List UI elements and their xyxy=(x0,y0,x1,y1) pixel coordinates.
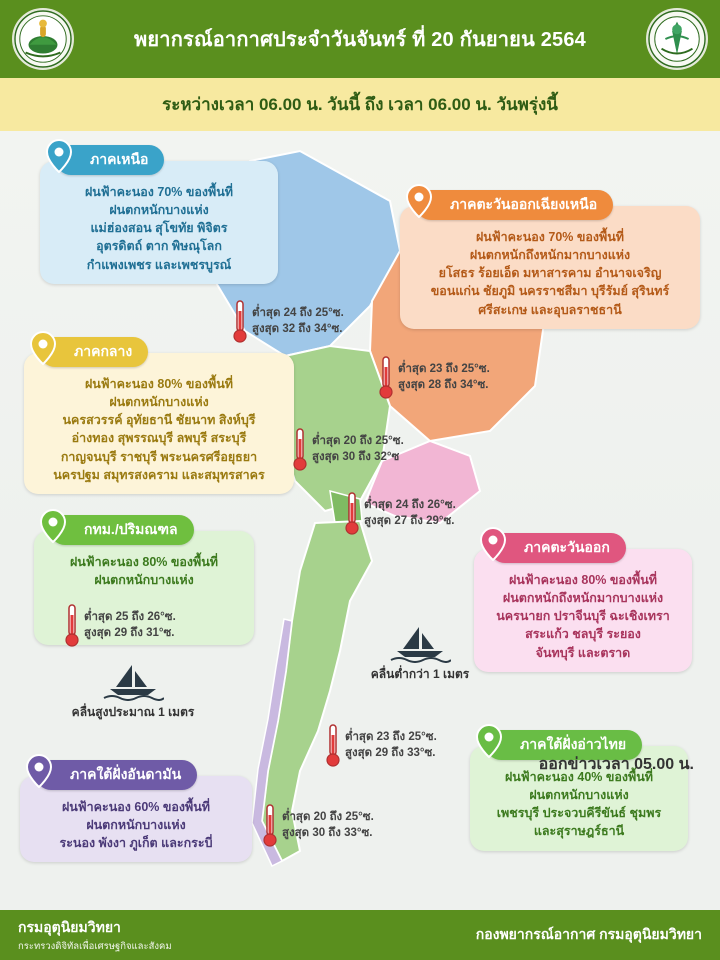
region-line: ฝนตกหนักบางแห่ง xyxy=(86,818,186,833)
region-line: ฝนฟ้าคะนอง 80% ของพื้นที่ xyxy=(69,555,219,569)
region-line: อุตรดิตถ์ ตาก พิษณุโลก xyxy=(96,239,222,254)
east-temperature xyxy=(344,491,456,537)
region-card-north[interactable] xyxy=(40,151,278,284)
region-line: จันทบุรี และตราด xyxy=(535,645,631,660)
temp-max: สูงสุด 29 ถึง 31°ซ. xyxy=(84,627,175,639)
temp-min: ต่ำสุด 24 ถึง 25°ซ. xyxy=(252,307,344,320)
region-line: ฝนฟ้าคะนอง 40% ของพื้นที่ xyxy=(504,770,654,784)
thermometer-icon xyxy=(325,723,341,769)
footer-department-name: กรมอุตุนิยมวิทยา xyxy=(18,918,121,935)
region-line: ฝนตกหนักถึงหนักมากบางแห่ง xyxy=(502,591,664,606)
temp-min: ต่ำสุด 20 ถึง 25°ซ. xyxy=(312,435,404,448)
region-chip-north xyxy=(56,145,164,175)
region-card-northeast[interactable] xyxy=(400,196,700,329)
region-line: นครนายก ปราจีนบุรี ฉะเชิงเทรา xyxy=(496,609,670,624)
region-body-northeast xyxy=(412,228,688,319)
page-title: พยากรณ์อากาศประจำวันจันทร์ ที่ 20 กันยายน 2564 xyxy=(133,29,587,51)
thermometer-icon xyxy=(292,427,308,473)
temp-max: สูงสุด 32 ถึง 34°ซ. xyxy=(252,323,343,335)
page-footer xyxy=(0,910,720,960)
region-card-east[interactable] xyxy=(474,539,692,672)
map-pin-icon xyxy=(406,184,432,218)
thermometer-icon xyxy=(344,491,360,537)
thai-royal-emblem-icon xyxy=(12,8,74,70)
region-title-south-east-coast: ภาคใต้ฝั่งอ่าวไทย xyxy=(520,736,627,752)
region-body-bangkok xyxy=(46,553,242,589)
temp-min: ต่ำสุด 25 ถึง 26°ซ. xyxy=(84,611,176,624)
bangkok-temperature xyxy=(64,603,176,649)
north-temperature xyxy=(232,299,344,345)
region-chip-south-west-coast xyxy=(36,760,197,790)
region-body-east xyxy=(486,571,680,662)
region-body-south-west-coast xyxy=(32,798,240,852)
map-pin-icon xyxy=(476,724,502,758)
region-card-south-west-coast[interactable] xyxy=(20,766,252,862)
region-line: กาญจนบุรี ราชบุรี พระนครศรีอยุธยา xyxy=(60,449,258,464)
region-line: ฝนตกหนักบางแห่ง xyxy=(529,788,629,803)
thermometer-icon xyxy=(232,299,248,345)
gulf-wave-info xyxy=(340,623,500,684)
region-line: ฝนฟ้าคะนอง 70% ของพื้นที่ xyxy=(475,230,625,244)
region-body-south-east-coast xyxy=(482,768,676,841)
south-west-temperature xyxy=(262,803,374,849)
region-line: ฝนตกหนักบางแห่ง xyxy=(109,395,209,410)
region-line: ฝนตกหนักถึงหนักมากบางแห่ง xyxy=(469,248,631,263)
page-header xyxy=(0,0,720,78)
temp-min: ต่ำสุด 20 ถึง 25°ซ. xyxy=(282,811,374,824)
region-line: ฝนฟ้าคะนอง 60% ของพื้นที่ xyxy=(61,800,211,814)
temp-max: สูงสุด 30 ถึง 32°ซ xyxy=(312,451,400,463)
region-line: ฝนตกหนักบางแห่ง xyxy=(94,573,194,588)
footer-left xyxy=(18,917,172,954)
region-line: ขอนแก่น ชัยภูมิ นครราชสีมา บุรีรัมย์ สุรินทร์ xyxy=(430,284,670,299)
thailand-map-area xyxy=(0,131,720,910)
release-time: ออกข่าวเวลา 05.00 น. xyxy=(538,756,694,773)
map-pin-icon xyxy=(26,754,52,788)
region-card-bangkok[interactable] xyxy=(34,521,254,645)
map-pin-icon xyxy=(480,527,506,561)
map-pin-icon xyxy=(30,331,56,365)
temp-max: สูงสุด 28 ถึง 34°ซ. xyxy=(398,379,489,391)
region-chip-northeast xyxy=(416,190,613,220)
map-pin-icon xyxy=(40,509,66,543)
region-chip-east xyxy=(490,533,626,563)
region-body-central xyxy=(36,375,282,484)
footer-division-name: กองพยากรณ์อากาศ กรมอุตุนิยมวิทยา xyxy=(475,926,702,942)
region-title-northeast: ภาคตะวันออกเฉียงเหนือ xyxy=(450,196,598,212)
region-line: เพชรบุรี ประจวบคีรีขันธ์ ชุมพร xyxy=(496,806,662,821)
temp-max: สูงสุด 27 ถึง 29°ซ. xyxy=(364,515,455,527)
region-title-south-west-coast: ภาคใต้ฝั่งอันดามัน xyxy=(70,766,182,782)
sailboat-icon xyxy=(102,661,164,701)
region-title-north: ภาคเหนือ xyxy=(90,151,149,167)
bangkok-temperature-text xyxy=(84,610,176,641)
northeast-temperature xyxy=(378,355,490,401)
temp-max: สูงสุด 30 ถึง 33°ซ. xyxy=(282,827,373,839)
region-line: ยโสธร ร้อยเอ็ด มหาสารคาม อำนาจเจริญ xyxy=(438,266,662,281)
thai-meteorological-department-logo-icon xyxy=(646,8,708,70)
thermometer-icon xyxy=(64,603,80,649)
region-line: ฝนฟ้าคะนอง 70% ของพื้นที่ xyxy=(84,185,234,199)
region-line: ศรีสะเกษ และอุบลราชธานี xyxy=(478,302,622,317)
gulf-wave-label: คลื่นต่ำกว่า 1 เมตร xyxy=(370,667,470,681)
forecast-period-text: ระหว่างเวลา 06.00 น. วันนี้ ถึง เวลา 06.00 น. วันพรุ่งนี้ xyxy=(162,95,558,114)
map-pin-icon xyxy=(46,139,72,173)
region-line: แม่ฮ่องสอน สุโขทัย พิจิตร xyxy=(90,221,228,236)
footer-ministry-name: กระทรวงดิจิทัลเพื่อเศรษฐกิจและสังคม xyxy=(18,940,172,952)
region-line: และสุราษฎร์ธานี xyxy=(533,824,625,839)
sailboat-icon xyxy=(389,623,451,663)
region-line: ฝนฟ้าคะนอง 80% ของพื้นที่ xyxy=(84,377,234,391)
temp-min: ต่ำสุด 23 ถึง 25°ซ. xyxy=(398,363,490,376)
region-title-bangkok: กทม./ปริมณฑล xyxy=(84,521,178,537)
temp-max: สูงสุด 29 ถึง 33°ซ. xyxy=(345,747,436,759)
region-line: สระแก้ว ชลบุรี ระยอง xyxy=(525,627,641,642)
region-line: ฝนฟ้าคะนอง 80% ของพื้นที่ xyxy=(508,573,658,587)
region-line: อ่างทอง สุพรรณบุรี ลพบุรี สระบุรี xyxy=(71,431,247,446)
region-line: ฝนตกหนักบางแห่ง xyxy=(109,203,209,218)
thermometer-icon xyxy=(262,803,278,849)
forecast-period-banner xyxy=(0,78,720,131)
region-chip-central xyxy=(40,337,148,367)
region-line: กำแพงเพชร และเพชรบูรณ์ xyxy=(86,257,232,272)
region-body-north xyxy=(52,183,266,274)
central-temperature xyxy=(292,427,404,473)
andaman-wave-info xyxy=(48,661,218,722)
region-title-central: ภาคกลาง xyxy=(74,343,133,359)
temp-min: ต่ำสุด 23 ถึง 25°ซ. xyxy=(345,731,437,744)
thermometer-icon xyxy=(378,355,394,401)
region-card-central[interactable] xyxy=(24,343,294,494)
region-line: นครปฐม สมุทรสงคราม และสมุทรสาคร xyxy=(53,467,265,482)
andaman-wave-label: คลื่นสูงประมาณ 1 เมตร xyxy=(71,705,195,719)
south-east-temperature xyxy=(325,723,437,769)
region-chip-bangkok xyxy=(50,515,194,545)
region-line: นครสวรรค์ อุทัยธานี ชัยนาท สิงห์บุรี xyxy=(62,413,256,428)
region-title-east: ภาคตะวันออก xyxy=(524,539,610,555)
temp-min: ต่ำสุด 24 ถึง 26°ซ. xyxy=(364,499,456,512)
region-line: ระนอง พังงา ภูเก็ต และกระบี่ xyxy=(59,836,213,851)
